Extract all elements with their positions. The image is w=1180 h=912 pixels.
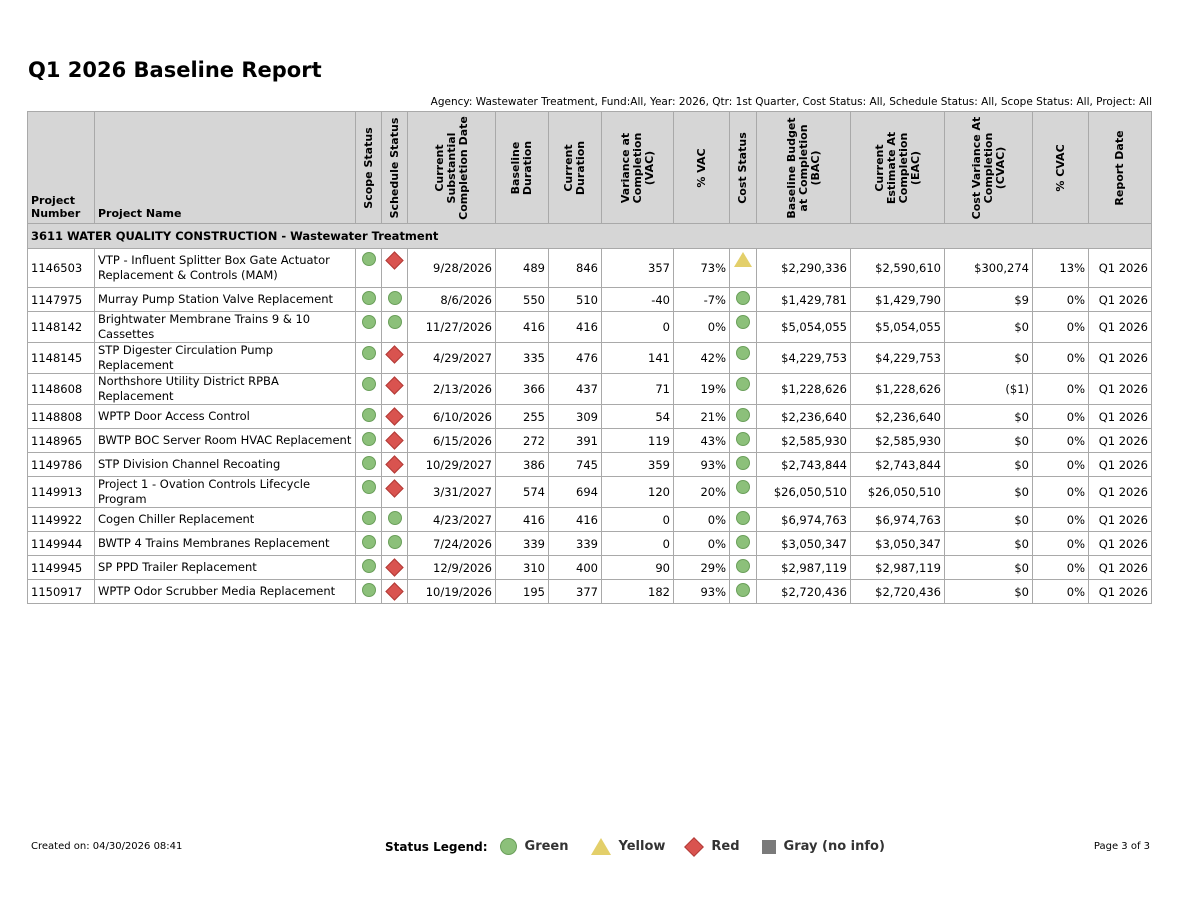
cvac-value: $300,274 — [945, 249, 1033, 288]
col-cost-status: Cost Status — [730, 112, 757, 224]
created-timestamp: Created on: 04/30/2026 08:41 — [31, 841, 183, 852]
current-duration: 694 — [549, 477, 602, 508]
header-row — [28, 112, 1152, 224]
baseline-duration: 550 — [496, 288, 549, 312]
vac-value: 141 — [602, 343, 674, 374]
table-row — [28, 405, 1152, 429]
group-row — [28, 224, 1152, 249]
pct-vac-value: -7% — [674, 288, 730, 312]
pct-cvac-value: 0% — [1033, 580, 1089, 604]
pct-vac-value: 0% — [674, 312, 730, 343]
baseline-duration: 416 — [496, 312, 549, 343]
pct-cvac-value: 13% — [1033, 249, 1089, 288]
pct-vac-value: 93% — [674, 580, 730, 604]
vac-value: 120 — [602, 477, 674, 508]
completion-date: 3/31/2027 — [408, 477, 496, 508]
vac-value: 182 — [602, 580, 674, 604]
current-duration: 400 — [549, 556, 602, 580]
cvac-value: $0 — [945, 580, 1033, 604]
bac-value: $2,987,119 — [757, 556, 851, 580]
eac-value: $2,720,436 — [851, 580, 945, 604]
baseline-duration: 366 — [496, 374, 549, 405]
cvac-value: ($1) — [945, 374, 1033, 405]
col-eac: Current Estimate At Completion (EAC) — [851, 112, 945, 224]
legend-item-gray — [762, 838, 885, 855]
cost-status-green-icon — [736, 377, 750, 391]
current-duration: 510 — [549, 288, 602, 312]
bac-value: $1,228,626 — [757, 374, 851, 405]
cost-status — [730, 249, 757, 288]
schedule-status-red-icon — [385, 479, 403, 497]
cost-status-green-icon — [736, 456, 750, 470]
baseline-duration: 255 — [496, 405, 549, 429]
scope-status-green-icon — [362, 346, 376, 360]
cvac-value: $0 — [945, 477, 1033, 508]
col-schedule-status: Schedule Status — [382, 112, 408, 224]
schedule-status-red-icon — [385, 345, 403, 363]
cvac-value: $0 — [945, 405, 1033, 429]
cost-status-green-icon — [736, 432, 750, 446]
table-row — [28, 429, 1152, 453]
pct-cvac-value: 0% — [1033, 508, 1089, 532]
schedule-status — [382, 429, 408, 453]
baseline-duration: 272 — [496, 429, 549, 453]
vac-value: 0 — [602, 312, 674, 343]
pct-vac-value: 42% — [674, 343, 730, 374]
scope-status-green-icon — [362, 535, 376, 549]
completion-date: 4/29/2027 — [408, 343, 496, 374]
report-date-value: Q1 2026 — [1089, 429, 1152, 453]
project-name: VTP - Influent Splitter Box Gate Actuator Replacement & Controls (MAM) — [95, 249, 356, 288]
completion-date: 10/29/2027 — [408, 453, 496, 477]
scope-status-green-icon — [362, 291, 376, 305]
scope-status — [356, 508, 382, 532]
cost-status-green-icon — [736, 315, 750, 329]
table-row — [28, 288, 1152, 312]
vac-value: 357 — [602, 249, 674, 288]
scope-status-green-icon — [362, 377, 376, 391]
report-date-value: Q1 2026 — [1089, 580, 1152, 604]
legend-green-icon — [500, 838, 517, 855]
vac-value: 54 — [602, 405, 674, 429]
project-number: 1148142 — [28, 312, 95, 343]
vac-value: -40 — [602, 288, 674, 312]
cost-status — [730, 374, 757, 405]
col-scope-status: Scope Status — [356, 112, 382, 224]
cost-status — [730, 477, 757, 508]
table-row — [28, 374, 1152, 405]
cost-status — [730, 312, 757, 343]
report-filters: Agency: Wastewater Treatment, Fund:All, Year: 2026, Qtr: 1st Quarter, Cost Status: All, Schedule Status: All, Scope Status: All, Project: All — [430, 96, 1152, 108]
cost-status-green-icon — [736, 583, 750, 597]
pct-vac-value: 21% — [674, 405, 730, 429]
scope-status — [356, 249, 382, 288]
project-number: 1150917 — [28, 580, 95, 604]
scope-status-green-icon — [362, 315, 376, 329]
schedule-status-red-icon — [385, 558, 403, 576]
legend-gray-icon — [762, 840, 776, 854]
pct-vac-value: 43% — [674, 429, 730, 453]
bac-value: $26,050,510 — [757, 477, 851, 508]
cvac-value: $0 — [945, 556, 1033, 580]
schedule-status-green-icon — [388, 535, 402, 549]
project-name: Cogen Chiller Replacement — [95, 508, 356, 532]
legend-label: Green — [524, 839, 569, 854]
project-name: Project 1 - Ovation Controls Lifecycle Program — [95, 477, 356, 508]
col-report-date: Report Date — [1089, 112, 1152, 224]
scope-status — [356, 374, 382, 405]
schedule-status-red-icon — [385, 376, 403, 394]
eac-value: $5,054,055 — [851, 312, 945, 343]
group-label: 3611 WATER QUALITY CONSTRUCTION - Wastewater Treatment — [28, 224, 1152, 249]
report-date-value: Q1 2026 — [1089, 532, 1152, 556]
cvac-value: $0 — [945, 532, 1033, 556]
eac-value: $2,590,610 — [851, 249, 945, 288]
cvac-value: $0 — [945, 429, 1033, 453]
current-duration: 476 — [549, 343, 602, 374]
project-number: 1148608 — [28, 374, 95, 405]
page-number: Page 3 of 3 — [1093, 841, 1150, 852]
completion-date: 9/28/2026 — [408, 249, 496, 288]
legend-item-green — [500, 838, 569, 855]
project-number: 1148808 — [28, 405, 95, 429]
completion-date: 4/23/2027 — [408, 508, 496, 532]
pct-cvac-value: 0% — [1033, 556, 1089, 580]
vac-value: 359 — [602, 453, 674, 477]
current-duration: 416 — [549, 508, 602, 532]
legend-label: Red — [711, 839, 740, 854]
scope-status-green-icon — [362, 559, 376, 573]
legend-item-red — [687, 838, 739, 855]
bac-value: $6,974,763 — [757, 508, 851, 532]
cost-status — [730, 343, 757, 374]
cost-status-yellow-icon — [734, 252, 752, 267]
eac-value: $26,050,510 — [851, 477, 945, 508]
scope-status-green-icon — [362, 456, 376, 470]
current-duration: 309 — [549, 405, 602, 429]
project-number: 1148965 — [28, 429, 95, 453]
completion-date: 11/27/2026 — [408, 312, 496, 343]
project-number: 1149913 — [28, 477, 95, 508]
schedule-status — [382, 532, 408, 556]
status-legend — [385, 838, 907, 855]
eac-value: $3,050,347 — [851, 532, 945, 556]
legend-label: Yellow — [618, 839, 666, 854]
table-row — [28, 556, 1152, 580]
schedule-status — [382, 453, 408, 477]
current-duration: 846 — [549, 249, 602, 288]
project-number: 1146503 — [28, 249, 95, 288]
pct-cvac-value: 0% — [1033, 288, 1089, 312]
completion-date: 7/24/2026 — [408, 532, 496, 556]
pct-vac-value: 20% — [674, 477, 730, 508]
pct-cvac-value: 0% — [1033, 453, 1089, 477]
project-name: Northshore Utility District RPBA Replacement — [95, 374, 356, 405]
pct-vac-value: 19% — [674, 374, 730, 405]
col-project-name: Project Name — [95, 112, 356, 224]
eac-value: $1,228,626 — [851, 374, 945, 405]
schedule-status — [382, 477, 408, 508]
scope-status-green-icon — [362, 432, 376, 446]
baseline-duration: 310 — [496, 556, 549, 580]
col-baseline-duration: Baseline Duration — [496, 112, 549, 224]
cost-status — [730, 429, 757, 453]
report-date-value: Q1 2026 — [1089, 249, 1152, 288]
project-number: 1149786 — [28, 453, 95, 477]
pct-vac-value: 29% — [674, 556, 730, 580]
pct-cvac-value: 0% — [1033, 477, 1089, 508]
pct-vac-value: 0% — [674, 532, 730, 556]
cost-status — [730, 405, 757, 429]
scope-status — [356, 429, 382, 453]
baseline-duration: 195 — [496, 580, 549, 604]
cvac-value: $0 — [945, 343, 1033, 374]
eac-value: $4,229,753 — [851, 343, 945, 374]
project-name: WPTP Odor Scrubber Media Replacement — [95, 580, 356, 604]
schedule-status-green-icon — [388, 511, 402, 525]
baseline-duration: 416 — [496, 508, 549, 532]
scope-status — [356, 477, 382, 508]
col-project-number: Project Number — [28, 112, 95, 224]
completion-date: 2/13/2026 — [408, 374, 496, 405]
bac-value: $5,054,055 — [757, 312, 851, 343]
pct-vac-value: 93% — [674, 453, 730, 477]
col-completion-date: Current Substantial Completion Date — [408, 112, 496, 224]
project-number: 1149945 — [28, 556, 95, 580]
cost-status — [730, 453, 757, 477]
vac-value: 0 — [602, 508, 674, 532]
baseline-report-table — [27, 111, 1152, 604]
cost-status — [730, 508, 757, 532]
cost-status-green-icon — [736, 480, 750, 494]
schedule-status-red-icon — [385, 251, 403, 269]
scope-status-green-icon — [362, 252, 376, 266]
col-pct-vac: % VAC — [674, 112, 730, 224]
scope-status-green-icon — [362, 408, 376, 422]
project-number: 1147975 — [28, 288, 95, 312]
eac-value: $1,429,790 — [851, 288, 945, 312]
col-bac: Baseline Budget at Completion (BAC) — [757, 112, 851, 224]
report-date-value: Q1 2026 — [1089, 343, 1152, 374]
cost-status — [730, 532, 757, 556]
schedule-status — [382, 249, 408, 288]
baseline-duration: 386 — [496, 453, 549, 477]
scope-status-green-icon — [362, 583, 376, 597]
current-duration: 745 — [549, 453, 602, 477]
cost-status-green-icon — [736, 291, 750, 305]
table-row — [28, 477, 1152, 508]
pct-vac-value: 0% — [674, 508, 730, 532]
legend-red-icon — [685, 837, 705, 857]
report-date-value: Q1 2026 — [1089, 312, 1152, 343]
current-duration: 416 — [549, 312, 602, 343]
report-title: Q1 2026 Baseline Report — [28, 58, 322, 82]
cvac-value: $0 — [945, 453, 1033, 477]
legend-label: Gray (no info) — [783, 839, 885, 854]
bac-value: $1,429,781 — [757, 288, 851, 312]
current-duration: 377 — [549, 580, 602, 604]
cost-status — [730, 288, 757, 312]
legend-yellow-icon — [591, 838, 611, 855]
schedule-status-green-icon — [388, 315, 402, 329]
table-row — [28, 453, 1152, 477]
table-row — [28, 312, 1152, 343]
project-name: BWTP BOC Server Room HVAC Replacement — [95, 429, 356, 453]
project-name: WPTP Door Access Control — [95, 405, 356, 429]
eac-value: $6,974,763 — [851, 508, 945, 532]
completion-date: 6/10/2026 — [408, 405, 496, 429]
scope-status-green-icon — [362, 480, 376, 494]
report-date-value: Q1 2026 — [1089, 556, 1152, 580]
schedule-status — [382, 312, 408, 343]
eac-value: $2,987,119 — [851, 556, 945, 580]
scope-status — [356, 580, 382, 604]
cvac-value: $9 — [945, 288, 1033, 312]
completion-date: 12/9/2026 — [408, 556, 496, 580]
schedule-status-red-icon — [385, 407, 403, 425]
table-row — [28, 249, 1152, 288]
baseline-duration: 335 — [496, 343, 549, 374]
pct-cvac-value: 0% — [1033, 374, 1089, 405]
baseline-duration: 574 — [496, 477, 549, 508]
vac-value: 0 — [602, 532, 674, 556]
current-duration: 339 — [549, 532, 602, 556]
pct-cvac-value: 0% — [1033, 405, 1089, 429]
vac-value: 90 — [602, 556, 674, 580]
table-row — [28, 580, 1152, 604]
col-vac: Variance at Completion (VAC) — [602, 112, 674, 224]
pct-cvac-value: 0% — [1033, 429, 1089, 453]
pct-cvac-value: 0% — [1033, 343, 1089, 374]
schedule-status-red-icon — [385, 455, 403, 473]
project-name: STP Digester Circulation Pump Replacement — [95, 343, 356, 374]
schedule-status-red-icon — [385, 582, 403, 600]
cvac-value: $0 — [945, 508, 1033, 532]
cost-status-green-icon — [736, 535, 750, 549]
schedule-status — [382, 374, 408, 405]
scope-status — [356, 343, 382, 374]
scope-status — [356, 532, 382, 556]
cvac-value: $0 — [945, 312, 1033, 343]
current-duration: 391 — [549, 429, 602, 453]
bac-value: $4,229,753 — [757, 343, 851, 374]
bac-value: $2,743,844 — [757, 453, 851, 477]
bac-value: $2,236,640 — [757, 405, 851, 429]
project-number: 1149944 — [28, 532, 95, 556]
scope-status-green-icon — [362, 511, 376, 525]
scope-status — [356, 556, 382, 580]
eac-value: $2,743,844 — [851, 453, 945, 477]
baseline-duration: 489 — [496, 249, 549, 288]
project-number: 1148145 — [28, 343, 95, 374]
legend-title: Status Legend: — [385, 839, 488, 854]
report-date-value: Q1 2026 — [1089, 374, 1152, 405]
table-row — [28, 343, 1152, 374]
cost-status-green-icon — [736, 408, 750, 422]
eac-value: $2,585,930 — [851, 429, 945, 453]
schedule-status — [382, 405, 408, 429]
pct-vac-value: 73% — [674, 249, 730, 288]
pct-cvac-value: 0% — [1033, 532, 1089, 556]
report-date-value: Q1 2026 — [1089, 288, 1152, 312]
project-name: Murray Pump Station Valve Replacement — [95, 288, 356, 312]
schedule-status-green-icon — [388, 291, 402, 305]
schedule-status-red-icon — [385, 431, 403, 449]
scope-status — [356, 312, 382, 343]
project-name: BWTP 4 Trains Membranes Replacement — [95, 532, 356, 556]
report-date-value: Q1 2026 — [1089, 453, 1152, 477]
bac-value: $2,585,930 — [757, 429, 851, 453]
schedule-status — [382, 556, 408, 580]
baseline-duration: 339 — [496, 532, 549, 556]
vac-value: 119 — [602, 429, 674, 453]
report-date-value: Q1 2026 — [1089, 477, 1152, 508]
col-current-duration: Current Duration — [549, 112, 602, 224]
bac-value: $3,050,347 — [757, 532, 851, 556]
schedule-status — [382, 580, 408, 604]
legend-item-yellow — [591, 838, 666, 855]
cost-status-green-icon — [736, 559, 750, 573]
cost-status — [730, 556, 757, 580]
cost-status — [730, 580, 757, 604]
schedule-status — [382, 288, 408, 312]
pct-cvac-value: 0% — [1033, 312, 1089, 343]
current-duration: 437 — [549, 374, 602, 405]
vac-value: 71 — [602, 374, 674, 405]
project-number: 1149922 — [28, 508, 95, 532]
completion-date: 10/19/2026 — [408, 580, 496, 604]
col-pct-cvac: % CVAC — [1033, 112, 1089, 224]
schedule-status — [382, 508, 408, 532]
table-row — [28, 532, 1152, 556]
eac-value: $2,236,640 — [851, 405, 945, 429]
project-name: Brightwater Membrane Trains 9 & 10 Cassettes — [95, 312, 356, 343]
table-row — [28, 508, 1152, 532]
report-date-value: Q1 2026 — [1089, 508, 1152, 532]
cost-status-green-icon — [736, 511, 750, 525]
schedule-status — [382, 343, 408, 374]
bac-value: $2,720,436 — [757, 580, 851, 604]
cost-status-green-icon — [736, 346, 750, 360]
completion-date: 8/6/2026 — [408, 288, 496, 312]
scope-status — [356, 288, 382, 312]
completion-date: 6/15/2026 — [408, 429, 496, 453]
scope-status — [356, 405, 382, 429]
bac-value: $2,290,336 — [757, 249, 851, 288]
project-name: SP PPD Trailer Replacement — [95, 556, 356, 580]
report-date-value: Q1 2026 — [1089, 405, 1152, 429]
col-cvac: Cost Variance At Completion (CVAC) — [945, 112, 1033, 224]
project-name: STP Division Channel Recoating — [95, 453, 356, 477]
scope-status — [356, 453, 382, 477]
